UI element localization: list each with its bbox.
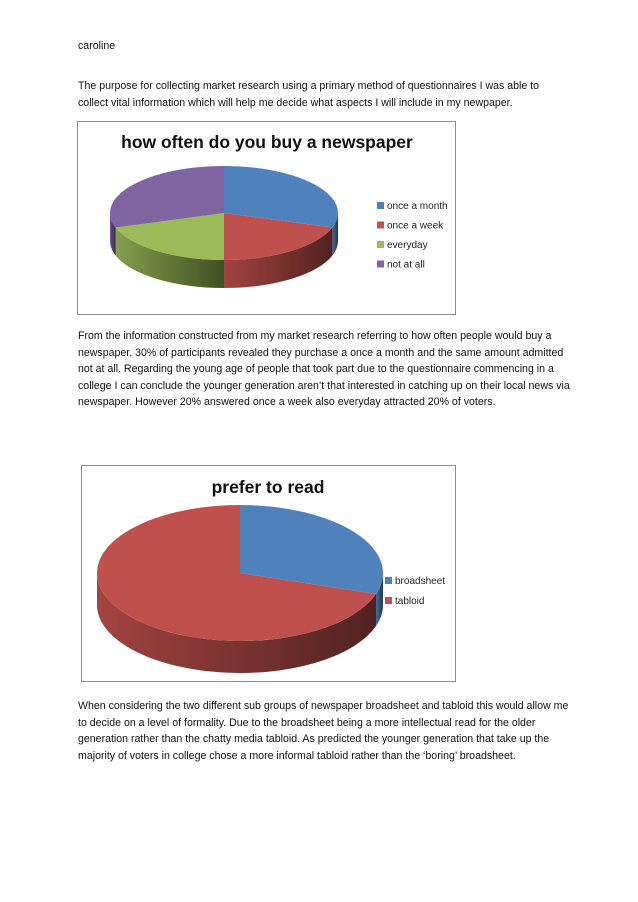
chart-prefer-to-read (81, 465, 456, 682)
legend-label-broadsheet: broadsheet (395, 576, 446, 587)
legend-label-everyday: everyday (387, 240, 428, 251)
legend-label-once-a-week: once a week (387, 220, 444, 232)
legend-swatch-once-a-week (377, 222, 384, 229)
legend-swatch-not-at-all (377, 261, 384, 268)
pie-chart-prefer-to-read (82, 466, 455, 681)
intro-paragraph: The purpose for collecting market research using a primary method of questionnaires I was able to collect vital information which will help me decide what aspects I will include in my newpaper. (78, 80, 540, 109)
chart-title: how often do you buy a newspaper (121, 132, 413, 152)
legend-label-not-at-all: not at all (387, 259, 425, 271)
chart-title: prefer to read (211, 477, 325, 497)
analysis-paragraph: From the information constructed from my market research referring to how often people would buy a newspaper. 30% of participants revealed they purchase a once a month and the same amount admitted not at all. Regarding the young age of people that took part due to the questionnaire commencing in a college I can conclude the younger generation aren’t that interested in catching up on their local news via newspaper. However 20% answered once a week also everyday attracted 20% of voters. (78, 330, 570, 409)
conclusion-paragraph: When considering the two different sub groups of newspaper broadsheet and tabloid this would allow me to decide on a level of formality. Due to the broadsheet being a more intellectual read for the older generation rather than the chatty media tabloid. As predicted the younger generation that take up the majority of voters in college chose a more informal tabloid rather than the ‘boring’ broadsheet. (78, 700, 569, 762)
pie-chart-buy-frequency (78, 122, 455, 314)
legend-label-tabloid: tabloid (395, 596, 425, 607)
chart-buy-frequency (77, 121, 456, 315)
legend-swatch-broadsheet (385, 577, 392, 584)
legend-swatch-everyday (377, 241, 384, 248)
legend-swatch-tabloid (385, 597, 392, 604)
author-name: caroline (78, 40, 116, 52)
legend-swatch-once-a-month (377, 202, 384, 209)
legend-label-once-a-month: once a month (387, 201, 448, 212)
